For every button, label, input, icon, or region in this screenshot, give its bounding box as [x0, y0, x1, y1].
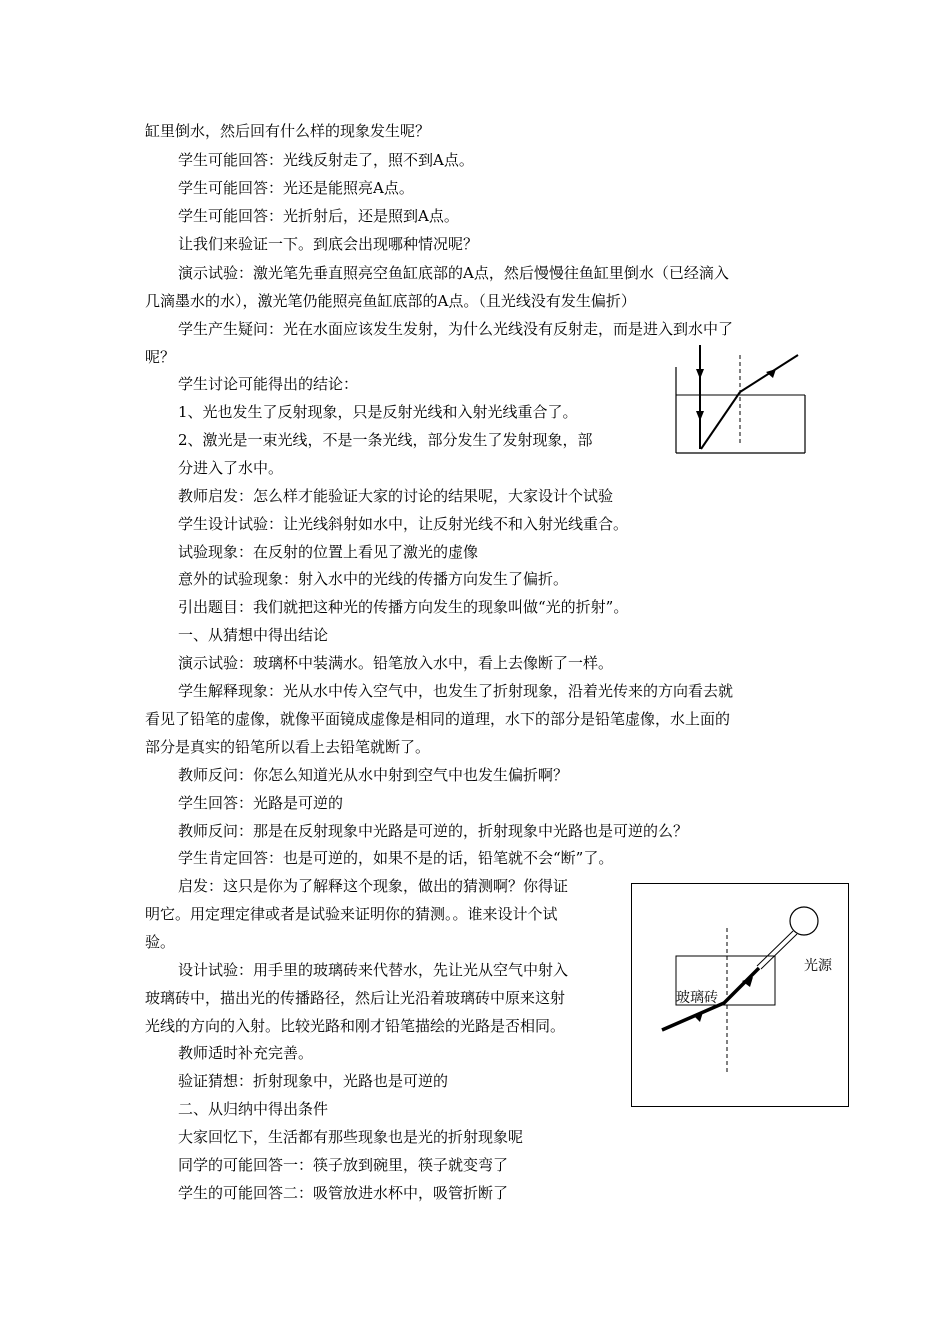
text-line: 启发：这只是你为了解释这个现象，做出的猜测啊？你得证	[178, 877, 569, 895]
tank-refraction-figure	[670, 345, 810, 460]
text-line: 2、激光是一束光线，不是一条光线，部分发生了发射现象，部	[178, 431, 593, 449]
light-source-label: 光源	[804, 958, 832, 974]
text-line: 学生肯定回答：也是可逆的，如果不是的话，铅笔就不会“断”了。	[178, 849, 614, 867]
text-line: 学生设计试验：让光线斜射如水中，让反射光线不和入射光线重合。	[178, 515, 629, 533]
text-line: 光线的方向的入射。比较光路和刚才铅笔描绘的光路是否相同。	[145, 1017, 566, 1035]
text-line: 教师启发：怎么样才能验证大家的讨论的结果呢，大家设计个试验	[178, 487, 614, 505]
text-line: 教师反问：你怎么知道光从水中射到空气中也发生偏折啊？	[178, 766, 569, 784]
glass-brick-figure	[631, 883, 849, 1107]
light-source-icon	[790, 907, 818, 935]
text-line: 学生可能回答：光线反射走了，照不到A点。	[178, 151, 474, 169]
text-line: 引出题目：我们就把这种光的传播方向发生的现象叫做“光的折射”。	[178, 598, 629, 616]
text-line: 演示试验：玻璃杯中装满水。铅笔放入水中，看上去像断了一样。	[178, 654, 614, 672]
text-line: 玻璃砖中，描出光的传播路径，然后让光沿着玻璃砖中原来这射	[145, 989, 566, 1007]
text-line: 验。	[145, 933, 176, 951]
text-line: 看见了铅笔的虚像，就像平面镜成虚像是相同的道理，水下的部分是铅笔虚像，水上面的	[145, 710, 731, 728]
text-line: 学生可能回答：光折射后，还是照到A点。	[178, 207, 459, 225]
text-line: 部分是真实的铅笔所以看上去铅笔就断了。	[145, 738, 431, 756]
text-line: 几滴墨水的水），激光笔仍能照亮鱼缸底部的A点。（且光线没有发生偏折）	[145, 292, 636, 310]
refracted-ray	[701, 392, 740, 449]
text-line: 二、从归纳中得出条件	[178, 1100, 329, 1118]
text-line: 教师适时补充完善。	[178, 1044, 314, 1062]
text-line: 意外的试验现象：射入水中的光线的传播方向发生了偏折。	[178, 570, 569, 588]
text-line: 缸里倒水，然后回有什么样的现象发生呢？	[145, 122, 431, 140]
text-line: 学生回答：光路是可逆的	[178, 794, 344, 812]
vertical-beam-arrow-2	[696, 411, 704, 421]
text-line: 验证猜想：折射现象中，光路也是可逆的	[178, 1072, 449, 1090]
text-line: 学生可能回答：光还是能照亮A点。	[178, 179, 414, 197]
text-line: 分进入了水中。	[178, 459, 284, 477]
text-line: 教师反问：那是在反射现象中光路是可逆的，折射现象中光路也是可逆的么？	[178, 822, 689, 840]
vertical-beam-arrow-1	[696, 369, 704, 379]
text-line: 一、从猜想中得出结论	[178, 626, 329, 644]
glass-brick-label: 玻璃砖	[676, 990, 718, 1006]
text-line: 学生的可能回答二：吸管放进水杯中，吸管折断了	[178, 1184, 509, 1202]
text-line: 大家回忆下，生活都有那些现象也是光的折射现象呢	[178, 1128, 524, 1146]
text-line: 设计试验：用手里的玻璃砖来代替水，先让光从空气中射入	[178, 961, 569, 979]
text-line: 1、光也发生了反射现象，只是反射光线和入射光线重合了。	[178, 403, 578, 421]
text-line: 学生产生疑问：光在水面应该发生发射，为什么光线没有反射走，而是进入到水中了	[178, 320, 734, 338]
text-line: 让我们来验证一下。到底会出现哪种情况呢？	[178, 235, 479, 253]
text-line: 呢？	[145, 348, 176, 366]
text-line: 明它。用定理定律或者是试验来证明你的猜测。。谁来设计个试	[145, 905, 558, 923]
text-line: 学生讨论可能得出的结论：	[178, 375, 359, 393]
text-line: 演示试验：激光笔先垂直照亮空鱼缸底部的A点，然后慢慢往鱼缸里倒水（已经滴入	[178, 264, 729, 282]
text-line: 试验现象：在反射的位置上看见了激光的虚像	[178, 543, 479, 561]
text-line: 同学的可能回答一：筷子放到碗里，筷子就变弯了	[178, 1156, 509, 1174]
text-line: 学生解释现象：光从水中传入空气中，也发生了折射现象，沿着光传来的方向看去就	[178, 682, 734, 700]
